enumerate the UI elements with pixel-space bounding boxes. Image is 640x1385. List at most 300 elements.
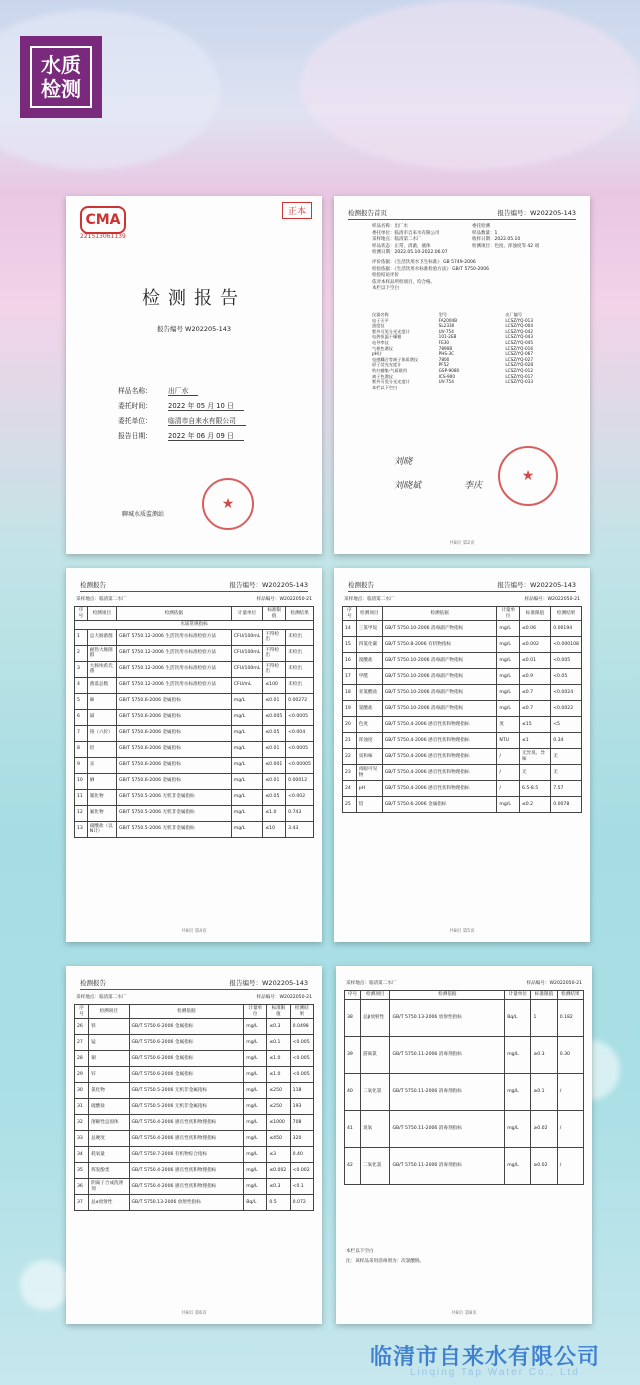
table-cell: 铜	[89, 1051, 129, 1067]
table-row	[343, 717, 582, 733]
table-cell: mg/L	[497, 701, 520, 717]
table-header-cell: 标准限值	[531, 991, 557, 1000]
table-cell: GB/T 5750.13-2006 放射性指标	[390, 999, 505, 1036]
table-cell: mg/L	[505, 1110, 531, 1147]
table-cell: 320	[290, 1131, 313, 1147]
table-cell: 0.34	[551, 733, 582, 749]
table-cell: 臭氧	[360, 1110, 390, 1147]
table-header-cell: 检测结果	[286, 607, 314, 621]
table-cell: 大肠埃希氏菌	[87, 661, 116, 677]
table-cell: 硝酸盐（以N计）	[87, 821, 116, 837]
table-cell: mg/L	[505, 1147, 531, 1184]
table-header-cell: 计量单位	[244, 1005, 267, 1019]
table-cell: GB/T 5750.6-2006 金属指标	[129, 1067, 244, 1083]
table-row	[75, 1115, 314, 1131]
table-cell: 4	[75, 677, 88, 693]
table-cell: 不得检出	[263, 645, 286, 661]
equipment-cell: ICS-900	[438, 373, 455, 379]
table-cell: GB/T 5750.6-2006 金属指标	[117, 773, 232, 789]
equipment-cell: 电感耦合等离子体质谱仪	[372, 356, 419, 362]
table-cell: GB/T 5750.10-2006 消毒副产物指标	[382, 621, 497, 637]
table-cell: 11	[75, 789, 88, 805]
equipment-cell: LCSZ/YQ-004	[505, 323, 534, 329]
table-row	[75, 693, 314, 709]
table-cell: GB/T 5750.5-2006 无机非金属指标	[129, 1099, 244, 1115]
table-cell: GB/T 5750.13-2006 放射性指标	[129, 1195, 244, 1211]
page-title: 检测报告	[80, 581, 106, 589]
table-cell: 硫酸盐	[89, 1099, 129, 1115]
table-cell: /	[497, 765, 520, 781]
table-cell: 四氯化碳	[356, 637, 382, 653]
table-cell: 29	[75, 1067, 89, 1083]
table-cell: 总大肠菌群	[87, 629, 116, 645]
table-cell: ≥0.1	[531, 1073, 557, 1110]
meta-cell: 委托检测	[472, 224, 490, 229]
table-cell: 32	[75, 1115, 89, 1131]
sample-site: 采样地点：临清第二水厂	[76, 995, 127, 1000]
table-cell: 13	[75, 821, 88, 837]
table-row	[343, 701, 582, 717]
table-cell: 0.182	[557, 999, 583, 1036]
table-row	[75, 1051, 314, 1067]
equipment-cell: UV-754	[438, 328, 454, 334]
equipment-cell: pH计	[372, 351, 382, 357]
equipment-cell: 紫外可见分光光度计	[372, 328, 410, 334]
cover-field-label: 委托时间：	[118, 402, 152, 410]
equipment-cell: 本栏以下空白	[372, 384, 398, 390]
table-section-row	[75, 621, 314, 630]
equipment-cell: 101-2EB	[438, 334, 457, 340]
table-row	[75, 661, 314, 677]
table-cell: 2	[75, 645, 88, 661]
equipment-cell: SL2330	[438, 323, 455, 329]
table-row	[75, 789, 314, 805]
table-cell: 36	[75, 1179, 89, 1195]
table-header-row	[75, 607, 314, 621]
table-cell: Bq/L	[505, 999, 531, 1036]
table-cell: <0.0024	[551, 685, 582, 701]
table-header-cell: 标准限值	[267, 1005, 290, 1019]
table-cell: Bq/L	[244, 1195, 267, 1211]
table-cell: ≤0.9	[519, 669, 550, 685]
table-cell: ≤450	[267, 1131, 290, 1147]
table-cell: 39	[345, 1036, 361, 1073]
sample-number: 样品编号：W2022050-21	[526, 981, 582, 986]
badge-line-2: 检测	[41, 77, 81, 101]
table-cell: <0.005	[290, 1067, 313, 1083]
table-cell: CFU/mL	[231, 677, 263, 693]
table-cell: <0.0005	[286, 741, 314, 757]
results-table	[74, 606, 314, 838]
table-header-row	[343, 607, 582, 621]
table-cell: 9	[75, 757, 88, 773]
table-cell: ≤100	[263, 677, 286, 693]
table-header-cell: 计量单位	[497, 607, 520, 621]
table-cell: ≥0.3	[531, 1036, 557, 1073]
table-cell: 0.40	[290, 1147, 313, 1163]
equipment-cell: LCSZ/YQ-017	[505, 373, 534, 379]
table-row	[75, 1147, 314, 1163]
table-cell: 耗氧量	[89, 1147, 129, 1163]
report-first-page	[334, 196, 590, 554]
equipment-cell: 浊度仪	[372, 323, 385, 329]
table-cell: 30	[75, 1083, 89, 1099]
table-cell: <0.1	[290, 1179, 313, 1195]
table-cell: 无异臭、异味	[519, 749, 550, 765]
table-header-cell: 检测项目	[360, 991, 390, 1000]
table-cell: NTU	[497, 733, 520, 749]
table-cell: 铝	[356, 797, 382, 813]
results-table	[344, 990, 584, 1185]
table-cell: 22	[343, 749, 357, 765]
background-cloud	[300, 0, 640, 170]
equipment-cell: LCSZ/YQ-016	[505, 345, 534, 351]
results-table	[342, 606, 582, 813]
table-row	[75, 805, 314, 821]
meta-cell: 委托单位：临清市自来水有限公司	[372, 230, 440, 236]
equipment-cell: LCSZ/YQ-012	[505, 367, 534, 373]
table-cell: <0.002	[290, 1163, 313, 1179]
table-cell: GB/T 5750.6-2006 金属指标	[117, 757, 232, 773]
table-cell: 游离氯	[360, 1036, 390, 1073]
table-cell: 3	[75, 661, 88, 677]
badge-line-1: 水质	[41, 53, 81, 77]
table-cell: 色度	[356, 717, 382, 733]
equipment-cell: 气相色谱仪	[372, 345, 393, 351]
page-number: 共8页 第4页	[181, 929, 207, 934]
company-name-english: Linqing Tap Water Co., Ltd	[410, 1367, 580, 1378]
table-cell: 阴离子合成洗涤剂	[89, 1179, 129, 1195]
table-cell: <5	[551, 717, 582, 733]
equipment-cell: LCSZ/YQ-045	[505, 339, 534, 345]
table-cell: GB/T 5750.4-2006 感官性状和物理指标	[382, 781, 497, 797]
table-cell: mg/L	[505, 1073, 531, 1110]
table-cell: GB/T 5750.10-2006 消毒副产物指标	[382, 653, 497, 669]
official-seal: ★	[498, 446, 558, 506]
table-cell: ≤0.05	[263, 725, 286, 741]
table-cell: ≤15	[519, 717, 550, 733]
table-cell: 甲醛	[356, 669, 382, 685]
equipment-row	[372, 385, 572, 391]
table-cell: mg/L	[497, 653, 520, 669]
equipment-cell	[505, 385, 572, 391]
table-cell: 氟化物	[87, 805, 116, 821]
table-header-cell: 序号	[75, 1005, 89, 1019]
table-cell: ≤0.1	[267, 1035, 290, 1051]
table-cell: 肉眼可见物	[356, 765, 382, 781]
cover-field	[118, 429, 246, 444]
table-cell: GB/T 5750.12-2006 生活饮用水标准检验方法	[117, 661, 232, 677]
results-page-2	[334, 568, 590, 942]
equipment-cell: 离子色谱仪	[372, 373, 393, 379]
report-number: 报告编号：W202205-143	[497, 581, 576, 589]
table-cell: 挥发酚类	[89, 1163, 129, 1179]
table-cell: 铬（六价）	[87, 725, 116, 741]
table-cell: 708	[290, 1115, 313, 1131]
table-cell: GB/T 5750.5-2006 无机非金属指标	[117, 805, 232, 821]
table-end-note: 本栏以下空白	[346, 1249, 374, 1254]
table-row	[75, 645, 314, 661]
table-cell: 无	[519, 765, 550, 781]
table-cell: 15	[343, 637, 357, 653]
table-cell: 度	[497, 717, 520, 733]
sample-info	[346, 980, 582, 986]
table-cell: 0.072	[290, 1195, 313, 1211]
table-cell: 7	[75, 725, 88, 741]
table-cell: mg/L	[244, 1179, 267, 1195]
table-cell: ≤0.01	[519, 653, 550, 669]
cover-organization: 聊城水质监测站	[122, 511, 165, 518]
table-cell: 未检出	[286, 629, 314, 645]
table-cell: 亚氯酸盐	[356, 685, 382, 701]
table-header-cell: 检测结果	[551, 607, 582, 621]
table-cell: 0.00012	[286, 773, 314, 789]
table-cell: ≤0.3	[267, 1019, 290, 1035]
table-cell: 耐热大肠菌群	[87, 645, 116, 661]
table-cell: GB/T 5750.6-2006 金属指标	[117, 693, 232, 709]
table-cell: 17	[343, 669, 357, 685]
cma-serial: 221513061139	[80, 233, 126, 240]
cover-field	[118, 384, 246, 399]
table-cell: 氯酸盐	[356, 701, 382, 717]
cover-field	[118, 399, 246, 414]
table-cell: GB/T 5750.6-2006 金属指标	[117, 709, 232, 725]
table-cell: 铁	[89, 1019, 129, 1035]
table-cell: CFU/100mL	[231, 661, 263, 677]
signature-1: 刘晓	[394, 457, 413, 467]
page-number: 共8页 第6页	[181, 1311, 207, 1316]
table-cell: 35	[75, 1163, 89, 1179]
table-cell: 0.30	[557, 1036, 583, 1073]
table-cell: 193	[290, 1099, 313, 1115]
equipment-cell: PF52	[438, 362, 449, 368]
table-cell: GB/T 5750.11-2006 消毒剂指标	[390, 1036, 505, 1073]
table-cell: 0.5	[267, 1195, 290, 1211]
table-cell: 20	[343, 717, 357, 733]
table-cell: <0.005	[551, 653, 582, 669]
table-row	[345, 1147, 584, 1184]
table-cell: 浑浊度	[356, 733, 382, 749]
table-row	[75, 1195, 314, 1211]
table-cell: 18	[343, 685, 357, 701]
table-cell: GB/T 5750.12-2006 生活饮用水标准检验方法	[117, 629, 232, 645]
table-cell: ≤0.002	[519, 637, 550, 653]
equipment-list	[372, 312, 572, 390]
table-row	[75, 757, 314, 773]
page-title: 检测报告	[348, 581, 374, 589]
table-cell: 16	[343, 653, 357, 669]
table-cell: mg/L	[231, 821, 263, 837]
table-cell: 3.43	[286, 821, 314, 837]
page-header	[80, 978, 308, 990]
sample-meta	[372, 224, 572, 257]
table-cell: 1	[531, 999, 557, 1036]
official-seal: ★	[202, 478, 254, 530]
table-cell: 0.743	[286, 805, 314, 821]
table-cell: 汞	[87, 757, 116, 773]
table-cell: mg/L	[497, 685, 520, 701]
table-cell: mg/L	[497, 637, 520, 653]
evaluation-basis	[372, 260, 572, 293]
table-header-cell: 检测结果	[290, 1005, 313, 1019]
table-cell: <0.005	[290, 1051, 313, 1067]
meta-cell: 检测日期：2022.05.10-2022.06.07	[372, 250, 448, 255]
table-cell: mg/L	[231, 805, 263, 821]
table-header-cell: 检测项目	[356, 607, 382, 621]
table-row	[343, 733, 582, 749]
table-cell: 未检出	[286, 645, 314, 661]
table-header-cell: 检测依据	[117, 607, 232, 621]
table-cell: 21	[343, 733, 357, 749]
report-number: 报告编号：W202205-143	[229, 979, 308, 987]
equipment-header-cell: 出厂编号	[505, 312, 523, 317]
report-number: 报告编号：W202205-143	[229, 581, 308, 589]
table-row	[75, 709, 314, 725]
table-cell: <0.00005	[286, 757, 314, 773]
table-cell: 三氯甲烷	[356, 621, 382, 637]
equipment-cell: 电导率仪	[372, 339, 389, 345]
table-header-cell: 检测项目	[87, 607, 116, 621]
table-cell: 10	[75, 773, 88, 789]
basis-line: 检验依据：《生活饮用水标准检验方法》 GB/T 5750-2006	[372, 266, 489, 272]
table-cell: 未检出	[286, 677, 314, 693]
table-row	[343, 749, 582, 765]
table-cell: mg/L	[244, 1115, 267, 1131]
table-row	[75, 1131, 314, 1147]
table-cell: ≤0.3	[267, 1179, 290, 1195]
table-header-row	[345, 991, 584, 1000]
table-cell: 6.5-8.5	[519, 781, 550, 797]
table-cell: 27	[75, 1035, 89, 1051]
cover-fields	[118, 384, 246, 444]
table-cell: GB/T 5750.10-2006 消毒副产物指标	[382, 701, 497, 717]
table-header-cell: 检测结果	[557, 991, 583, 1000]
table-cell: ≤0.7	[519, 685, 550, 701]
table-cell: 铅	[87, 741, 116, 757]
category-badge-text	[30, 46, 92, 108]
meta-cell: 检测项目：色度、浑浊度等 42 项	[472, 243, 540, 249]
table-cell: mg/L	[244, 1099, 267, 1115]
equipment-cell: LCSZ/YQ-013	[505, 317, 534, 323]
table-cell: ≤1.0	[263, 805, 286, 821]
table-cell: ≤0.7	[519, 701, 550, 717]
table-header-cell: 检测依据	[382, 607, 497, 621]
table-cell: GB/T 5750.4-2006 感官性状和物理指标	[382, 733, 497, 749]
table-cell: 7.57	[551, 781, 582, 797]
table-cell: 不得检出	[263, 661, 286, 677]
table-cell: 砷	[87, 693, 116, 709]
table-cell: GB/T 5750.11-2006 消毒剂指标	[390, 1073, 505, 1110]
cover-field-label: 样品名称：	[118, 387, 152, 395]
page-title: 检测报告	[80, 979, 106, 987]
table-row	[343, 765, 582, 781]
table-row	[75, 741, 314, 757]
page-header	[348, 580, 576, 592]
table-cell: 锌	[89, 1067, 129, 1083]
table-cell: GB/T 5750.6-2006 金属指标	[129, 1035, 244, 1051]
table-cell: 总β放射性	[360, 999, 390, 1036]
sample-site: 采样地点：临清第二水厂	[76, 597, 127, 602]
equipment-cell: PHS-3C	[438, 351, 455, 357]
equipment-cell: LCSZ/YQ-027	[505, 356, 534, 362]
sample-info	[344, 596, 580, 602]
equipment-cell: 原子荧光光度计	[372, 362, 402, 368]
table-cell: GB/T 5750.12-2006 生活饮用水标准检验方法	[117, 677, 232, 693]
equipment-cell: FA2004B	[438, 317, 458, 323]
table-cell: ≤0.01	[263, 741, 286, 757]
table-cell: ≤1.0	[267, 1067, 290, 1083]
cover-report-number: 报告编号 W202205-143	[156, 325, 232, 333]
table-cell: <0.0022	[551, 701, 582, 717]
table-header-cell: 计量单位	[231, 607, 263, 621]
table-row	[75, 1083, 314, 1099]
table-cell: 24	[343, 781, 357, 797]
table-cell: GB/T 5750.4-2006 感官性状和物理指标	[129, 1179, 244, 1195]
sample-info	[76, 994, 312, 1000]
table-cell: GB/T 5750.5-2006 无机非金属指标	[117, 789, 232, 805]
table-row	[345, 1110, 584, 1147]
table-cell: GB/T 5750.4-2006 感官性状和物理指标	[129, 1131, 244, 1147]
table-cell: mg/L	[497, 669, 520, 685]
table-cell: GB/T 5750.12-2006 生活饮用水标准检验方法	[117, 645, 232, 661]
table-cell: 硒	[87, 773, 116, 789]
table-cell: /	[557, 1073, 583, 1110]
table-cell: mg/L	[231, 757, 263, 773]
table-cell: mg/L	[231, 773, 263, 789]
equipment-header-cell: 仪器名称	[372, 312, 389, 317]
table-cell: GB/T 5750.11-2006 消毒剂指标	[390, 1147, 505, 1184]
report-number: 报告编号：W202205-143	[497, 209, 576, 217]
table-cell: GB/T 5750.6-2006 金属指标	[117, 741, 232, 757]
cover-field-value: 2022 年 06 月 09 日	[168, 432, 244, 441]
table-row	[75, 1163, 314, 1179]
table-cell: mg/L	[244, 1051, 267, 1067]
table-cell: GB/T 5750.6-2006 金属指标	[382, 797, 497, 813]
page-number: 共8页 第8页	[451, 1311, 477, 1316]
results-page-1	[66, 568, 322, 942]
basis-line: 本栏以下空白	[372, 286, 399, 291]
results-page-3	[66, 966, 322, 1324]
table-cell: ≤0.06	[519, 621, 550, 637]
table-header-cell: 标准限值	[519, 607, 550, 621]
table-cell: GB/T 5750.4-2006 感官性状和物理指标	[382, 749, 497, 765]
table-cell: 34	[75, 1147, 89, 1163]
table-cell: ≤1000	[267, 1115, 290, 1131]
table-cell: mg/L	[244, 1083, 267, 1099]
equipment-cell: GSP-9080	[438, 367, 460, 373]
table-cell: 1	[75, 629, 88, 645]
basis-line: 检验结论评价	[372, 273, 399, 278]
equipment-cell: LCSZ/YQ-028	[505, 362, 534, 368]
table-cell: 溴酸盐	[356, 653, 382, 669]
table-header-cell: 序号	[75, 607, 88, 621]
page-number: 共8页 第5页	[449, 929, 475, 934]
table-cell: 118	[290, 1083, 313, 1099]
table-cell: GB/T 5750.5-2006 无机非金属指标	[129, 1083, 244, 1099]
table-cell: ≥0.02	[531, 1147, 557, 1184]
background-flower	[20, 1260, 70, 1310]
equipment-cell: 电子天平	[372, 317, 389, 323]
remark: 注：该样品采用消毒剂为：次氯酸钠。	[346, 1259, 425, 1264]
table-header-cell: 标准限值	[263, 607, 286, 621]
table-cell: 6	[75, 709, 88, 725]
table-cell: /	[557, 1110, 583, 1147]
basis-line: 评价依据：《生活饮用水卫生标准》 GB 5749-2006	[372, 260, 476, 265]
equipment-cell: UV-754	[438, 379, 454, 385]
table-cell: ≤0.01	[263, 693, 286, 709]
table-header-cell: 序号	[345, 991, 361, 1000]
table-cell: 未检出	[286, 661, 314, 677]
